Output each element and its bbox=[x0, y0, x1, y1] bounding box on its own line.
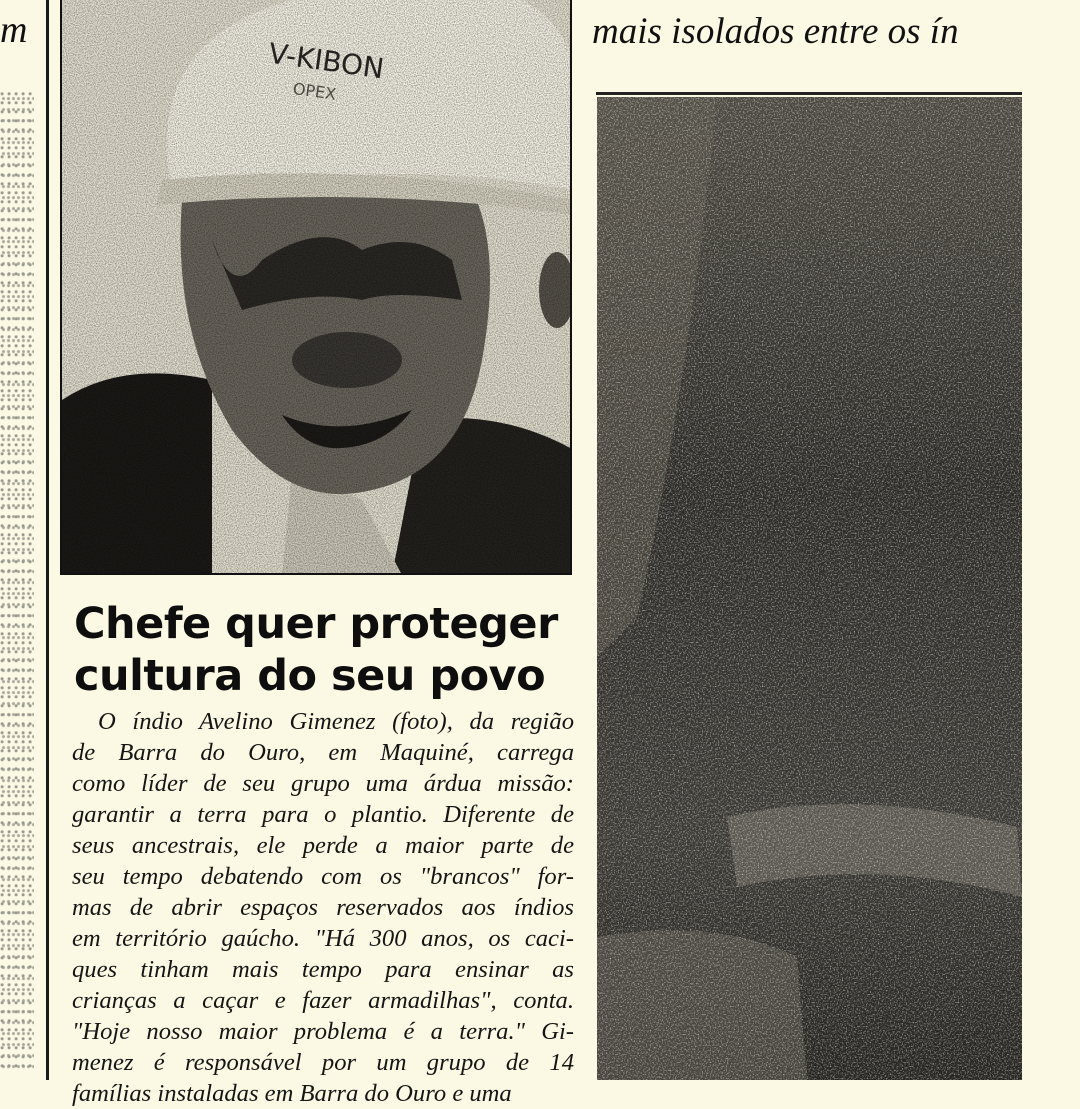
body-line: menez é responsável por um grupo de 14 bbox=[72, 1049, 574, 1076]
body-line: crianças a caçar e fazer armadilhas", conta. bbox=[72, 987, 574, 1014]
body-line: como líder de seu grupo uma árdua missão: bbox=[72, 770, 574, 797]
left-text-noise bbox=[0, 92, 34, 1072]
body-line: famílias instaladas em Barra do Ouro e uma bbox=[72, 1080, 512, 1107]
body-line: seus ancestrais, ele perde a maior parte de bbox=[72, 832, 574, 859]
right-headline-fragment: mais isolados entre os ín bbox=[592, 11, 959, 52]
body-line: garantir a terra para o plantio. Diferente de bbox=[72, 801, 574, 828]
body-line: de Barra do Ouro, em Maquiné, carrega bbox=[72, 739, 574, 766]
body-line: O índio Avelino Gimenez (foto), da região bbox=[98, 708, 574, 735]
body-line: "Hoje nosso maior problema é a terra." Gi- bbox=[72, 1018, 574, 1045]
column-divider bbox=[46, 0, 49, 1080]
right-header-rule bbox=[596, 92, 1022, 95]
headline-line: Chefe quer proteger bbox=[74, 599, 558, 649]
article-headline bbox=[74, 598, 574, 702]
body-line: mas de abrir espaços reservados aos índios bbox=[72, 894, 574, 921]
left-headline-fragment: m bbox=[0, 9, 28, 51]
left-column-fragment bbox=[0, 0, 44, 1080]
body-line: ques tinham mais tempo para ensinar as bbox=[72, 956, 574, 983]
dark-photo bbox=[597, 97, 1022, 1080]
headline-line: cultura do seu povo bbox=[74, 651, 546, 701]
portrait-photo bbox=[60, 0, 572, 575]
body-line: em território gaúcho. "Há 300 anos, os caci- bbox=[72, 925, 574, 952]
body-line: seu tempo debatendo com os "brancos" for- bbox=[72, 863, 574, 890]
article-body bbox=[72, 706, 574, 1109]
page-margin bbox=[1022, 0, 1080, 1080]
